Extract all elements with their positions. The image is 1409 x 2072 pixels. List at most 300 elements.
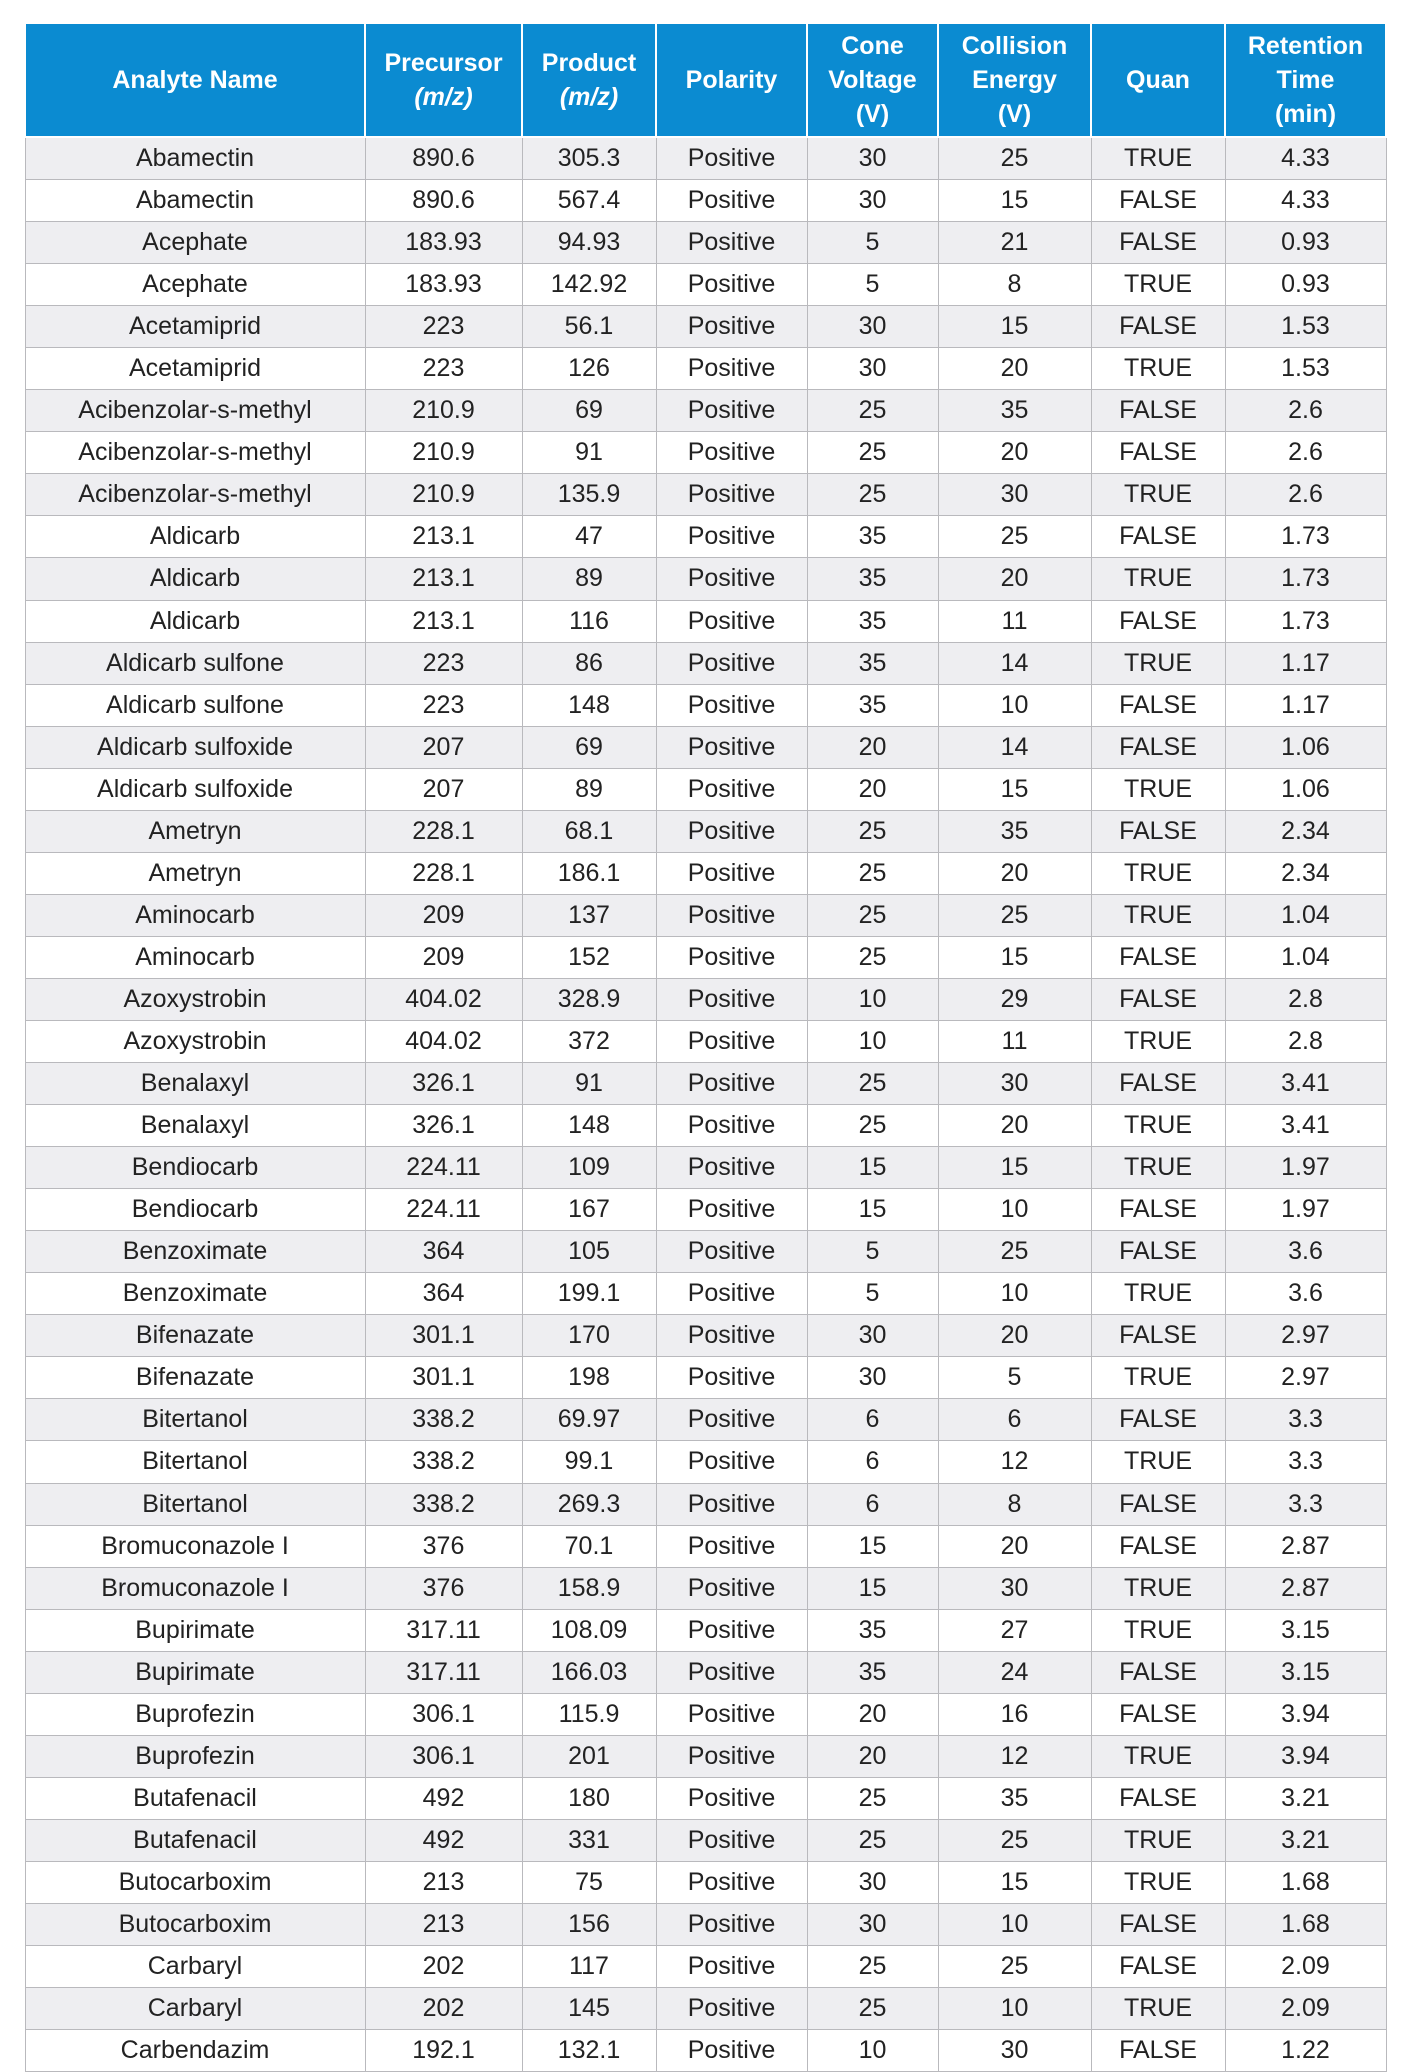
cell-precursor: 223 [365, 642, 522, 684]
table-row [25, 1441, 1386, 1483]
cell-retention-time: 2.97 [1225, 1357, 1386, 1399]
cell-cone-voltage: 15 [807, 1189, 938, 1231]
cell-quan: TRUE [1091, 558, 1225, 600]
cell-analyte-name: Butafenacil [25, 1819, 365, 1861]
cell-cone-voltage: 25 [807, 1946, 938, 1988]
cell-polarity: Positive [656, 1441, 807, 1483]
cell-retention-time: 2.6 [1225, 474, 1386, 516]
cell-product: 148 [522, 1105, 656, 1147]
cell-analyte-name: Ametryn [25, 852, 365, 894]
cell-analyte-name: Carbaryl [25, 1946, 365, 1988]
table-row [25, 474, 1386, 516]
cell-analyte-name: Carbaryl [25, 1988, 365, 2030]
cell-quan: TRUE [1091, 1441, 1225, 1483]
cell-precursor: 213.1 [365, 558, 522, 600]
cell-cone-voltage: 25 [807, 852, 938, 894]
cell-quan: FALSE [1091, 810, 1225, 852]
header-collision-line2: Energy [972, 66, 1057, 94]
cell-product: 156 [522, 1903, 656, 1945]
cell-cone-voltage: 10 [807, 1020, 938, 1062]
cell-retention-time: 2.34 [1225, 852, 1386, 894]
table-row [25, 1273, 1386, 1315]
cell-product: 137 [522, 894, 656, 936]
cell-collision-energy: 5 [938, 1357, 1091, 1399]
cell-polarity: Positive [656, 1020, 807, 1062]
cell-analyte-name: Acephate [25, 222, 365, 264]
cell-quan: FALSE [1091, 1189, 1225, 1231]
cell-polarity: Positive [656, 1231, 807, 1273]
cell-collision-energy: 6 [938, 1399, 1091, 1441]
cell-cone-voltage: 25 [807, 1819, 938, 1861]
cell-cone-voltage: 6 [807, 1483, 938, 1525]
cell-collision-energy: 8 [938, 264, 1091, 306]
cell-product: 170 [522, 1315, 656, 1357]
cell-collision-energy: 30 [938, 1063, 1091, 1105]
cell-polarity: Positive [656, 684, 807, 726]
cell-polarity: Positive [656, 1483, 807, 1525]
cell-cone-voltage: 20 [807, 1693, 938, 1735]
header-cone-line3: (V) [855, 100, 890, 128]
cell-quan: TRUE [1091, 1819, 1225, 1861]
table-row [25, 1651, 1386, 1693]
cell-product: 69 [522, 390, 656, 432]
table-row [25, 1147, 1386, 1189]
cell-precursor: 228.1 [365, 810, 522, 852]
table-row [25, 558, 1386, 600]
cell-cone-voltage: 30 [807, 1861, 938, 1903]
cell-cone-voltage: 25 [807, 474, 938, 516]
cell-precursor: 376 [365, 1567, 522, 1609]
cell-analyte-name: Aldicarb [25, 600, 365, 642]
cell-quan: TRUE [1091, 894, 1225, 936]
cell-polarity: Positive [656, 978, 807, 1020]
cell-precursor: 492 [365, 1777, 522, 1819]
cell-retention-time: 3.15 [1225, 1651, 1386, 1693]
cell-analyte-name: Aldicarb [25, 558, 365, 600]
cell-product: 56.1 [522, 306, 656, 348]
table-row [25, 600, 1386, 642]
cell-quan: FALSE [1091, 306, 1225, 348]
cell-retention-time: 1.17 [1225, 642, 1386, 684]
cell-cone-voltage: 35 [807, 684, 938, 726]
cell-collision-energy: 21 [938, 222, 1091, 264]
cell-retention-time: 1.73 [1225, 558, 1386, 600]
cell-precursor: 209 [365, 936, 522, 978]
cell-cone-voltage: 10 [807, 978, 938, 1020]
cell-cone-voltage: 25 [807, 390, 938, 432]
table-row [25, 1693, 1386, 1735]
table-row [25, 1231, 1386, 1273]
cell-product: 269.3 [522, 1483, 656, 1525]
header-retention-line3: (min) [1274, 100, 1337, 128]
cell-retention-time: 1.68 [1225, 1903, 1386, 1945]
cell-analyte-name: Butocarboxim [25, 1861, 365, 1903]
cell-quan: TRUE [1091, 1988, 1225, 2030]
cell-precursor: 210.9 [365, 474, 522, 516]
cell-product: 135.9 [522, 474, 656, 516]
cell-retention-time: 1.04 [1225, 936, 1386, 978]
cell-quan: TRUE [1091, 1105, 1225, 1147]
cell-product: 91 [522, 432, 656, 474]
cell-collision-energy: 14 [938, 726, 1091, 768]
cell-product: 94.93 [522, 222, 656, 264]
cell-polarity: Positive [656, 1819, 807, 1861]
cell-retention-time: 2.87 [1225, 1567, 1386, 1609]
cell-cone-voltage: 35 [807, 516, 938, 558]
cell-collision-energy: 25 [938, 894, 1091, 936]
cell-polarity: Positive [656, 1399, 807, 1441]
cell-analyte-name: Butocarboxim [25, 1903, 365, 1945]
cell-retention-time: 1.06 [1225, 768, 1386, 810]
cell-analyte-name: Bromuconazole I [25, 1525, 365, 1567]
header-polarity-label: Polarity [685, 66, 778, 94]
cell-cone-voltage: 30 [807, 180, 938, 222]
cell-cone-voltage: 35 [807, 642, 938, 684]
cell-retention-time: 2.8 [1225, 978, 1386, 1020]
cell-quan: FALSE [1091, 1903, 1225, 1945]
cell-polarity: Positive [656, 390, 807, 432]
cell-precursor: 228.1 [365, 852, 522, 894]
header-product [522, 23, 656, 137]
cell-collision-energy: 20 [938, 348, 1091, 390]
cell-precursor: 223 [365, 348, 522, 390]
cell-cone-voltage: 30 [807, 306, 938, 348]
cell-precursor: 183.93 [365, 222, 522, 264]
cell-product: 86 [522, 642, 656, 684]
cell-quan: TRUE [1091, 137, 1225, 180]
cell-cone-voltage: 25 [807, 1105, 938, 1147]
header-cone-voltage [807, 23, 938, 137]
cell-cone-voltage: 35 [807, 1651, 938, 1693]
cell-quan: TRUE [1091, 1735, 1225, 1777]
cell-collision-energy: 12 [938, 1735, 1091, 1777]
cell-collision-energy: 25 [938, 1819, 1091, 1861]
cell-polarity: Positive [656, 558, 807, 600]
cell-retention-time: 1.97 [1225, 1147, 1386, 1189]
cell-polarity: Positive [656, 894, 807, 936]
cell-product: 167 [522, 1189, 656, 1231]
header-product-label: Product [541, 49, 637, 77]
cell-cone-voltage: 25 [807, 1988, 938, 2030]
cell-polarity: Positive [656, 2030, 807, 2072]
cell-analyte-name: Aldicarb sulfoxide [25, 768, 365, 810]
cell-quan: FALSE [1091, 2030, 1225, 2072]
cell-collision-energy: 25 [938, 1231, 1091, 1273]
cell-polarity: Positive [656, 1946, 807, 1988]
cell-retention-time: 2.34 [1225, 810, 1386, 852]
cell-analyte-name: Benalaxyl [25, 1063, 365, 1105]
cell-retention-time: 3.21 [1225, 1819, 1386, 1861]
cell-product: 68.1 [522, 810, 656, 852]
cell-analyte-name: Bifenazate [25, 1357, 365, 1399]
cell-collision-energy: 24 [938, 1651, 1091, 1693]
cell-analyte-name: Benzoximate [25, 1231, 365, 1273]
cell-analyte-name: Aldicarb sulfone [25, 642, 365, 684]
cell-polarity: Positive [656, 516, 807, 558]
cell-product: 109 [522, 1147, 656, 1189]
cell-precursor: 183.93 [365, 264, 522, 306]
cell-retention-time: 1.53 [1225, 348, 1386, 390]
cell-polarity: Positive [656, 1273, 807, 1315]
cell-analyte-name: Bifenazate [25, 1315, 365, 1357]
cell-product: 372 [522, 1020, 656, 1062]
cell-cone-voltage: 25 [807, 1063, 938, 1105]
table-row [25, 1903, 1386, 1945]
table-row [25, 516, 1386, 558]
cell-product: 69 [522, 726, 656, 768]
table-body [25, 137, 1386, 2072]
cell-precursor: 364 [365, 1231, 522, 1273]
cell-analyte-name: Acetamiprid [25, 306, 365, 348]
cell-quan: FALSE [1091, 600, 1225, 642]
cell-collision-energy: 14 [938, 642, 1091, 684]
cell-cone-voltage: 15 [807, 1525, 938, 1567]
header-analyte-name [25, 23, 365, 137]
table-row [25, 1861, 1386, 1903]
cell-precursor: 338.2 [365, 1399, 522, 1441]
cell-precursor: 404.02 [365, 978, 522, 1020]
cell-cone-voltage: 30 [807, 348, 938, 390]
cell-retention-time: 3.6 [1225, 1231, 1386, 1273]
cell-polarity: Positive [656, 1988, 807, 2030]
cell-analyte-name: Acetamiprid [25, 348, 365, 390]
cell-quan: FALSE [1091, 684, 1225, 726]
cell-precursor: 209 [365, 894, 522, 936]
cell-analyte-name: Bitertanol [25, 1441, 365, 1483]
cell-quan: FALSE [1091, 1651, 1225, 1693]
cell-analyte-name: Acibenzolar-s-methyl [25, 390, 365, 432]
table-row [25, 1735, 1386, 1777]
cell-collision-energy: 10 [938, 1903, 1091, 1945]
table-row [25, 222, 1386, 264]
cell-polarity: Positive [656, 1903, 807, 1945]
table-row [25, 1063, 1386, 1105]
table-row [25, 1105, 1386, 1147]
cell-cone-voltage: 10 [807, 2030, 938, 2072]
cell-quan: TRUE [1091, 474, 1225, 516]
cell-product: 166.03 [522, 1651, 656, 1693]
cell-cone-voltage: 25 [807, 1777, 938, 1819]
cell-polarity: Positive [656, 1147, 807, 1189]
cell-polarity: Positive [656, 1735, 807, 1777]
cell-retention-time: 1.68 [1225, 1861, 1386, 1903]
cell-analyte-name: Bromuconazole I [25, 1567, 365, 1609]
cell-precursor: 224.11 [365, 1189, 522, 1231]
cell-quan: TRUE [1091, 1273, 1225, 1315]
cell-cone-voltage: 15 [807, 1147, 938, 1189]
cell-polarity: Positive [656, 1861, 807, 1903]
cell-quan: TRUE [1091, 348, 1225, 390]
cell-product: 69.97 [522, 1399, 656, 1441]
header-collision-line3: (V) [997, 100, 1032, 128]
cell-retention-time: 2.6 [1225, 390, 1386, 432]
cell-polarity: Positive [656, 180, 807, 222]
cell-analyte-name: Benzoximate [25, 1273, 365, 1315]
cell-precursor: 213 [365, 1861, 522, 1903]
cell-quan: FALSE [1091, 1063, 1225, 1105]
cell-product: 117 [522, 1946, 656, 1988]
cell-analyte-name: Azoxystrobin [25, 1020, 365, 1062]
cell-retention-time: 2.8 [1225, 1020, 1386, 1062]
cell-polarity: Positive [656, 432, 807, 474]
cell-collision-energy: 15 [938, 1147, 1091, 1189]
cell-collision-energy: 11 [938, 600, 1091, 642]
cell-collision-energy: 35 [938, 810, 1091, 852]
cell-retention-time: 3.3 [1225, 1441, 1386, 1483]
cell-cone-voltage: 5 [807, 1273, 938, 1315]
cell-cone-voltage: 6 [807, 1399, 938, 1441]
cell-collision-energy: 35 [938, 1777, 1091, 1819]
cell-precursor: 192.1 [365, 2030, 522, 2072]
cell-retention-time: 1.53 [1225, 306, 1386, 348]
table-row [25, 1315, 1386, 1357]
cell-retention-time: 1.73 [1225, 600, 1386, 642]
cell-retention-time: 4.33 [1225, 137, 1386, 180]
cell-cone-voltage: 20 [807, 768, 938, 810]
cell-quan: FALSE [1091, 516, 1225, 558]
cell-analyte-name: Buprofezin [25, 1735, 365, 1777]
cell-precursor: 404.02 [365, 1020, 522, 1062]
table-row [25, 1525, 1386, 1567]
cell-collision-energy: 35 [938, 390, 1091, 432]
table-row [25, 1609, 1386, 1651]
header-row [25, 23, 1386, 137]
cell-polarity: Positive [656, 1693, 807, 1735]
cell-product: 180 [522, 1777, 656, 1819]
cell-precursor: 338.2 [365, 1441, 522, 1483]
cell-polarity: Positive [656, 1651, 807, 1693]
table-row [25, 390, 1386, 432]
table-row [25, 642, 1386, 684]
cell-quan: TRUE [1091, 1567, 1225, 1609]
cell-retention-time: 1.22 [1225, 2030, 1386, 2072]
table-row [25, 978, 1386, 1020]
cell-product: 126 [522, 348, 656, 390]
cell-precursor: 301.1 [365, 1357, 522, 1399]
cell-collision-energy: 10 [938, 1189, 1091, 1231]
cell-quan: TRUE [1091, 1357, 1225, 1399]
table-row [25, 810, 1386, 852]
cell-polarity: Positive [656, 1189, 807, 1231]
table-row [25, 1483, 1386, 1525]
table-row [25, 1399, 1386, 1441]
cell-polarity: Positive [656, 1063, 807, 1105]
cell-retention-time: 3.15 [1225, 1609, 1386, 1651]
cell-retention-time: 3.94 [1225, 1693, 1386, 1735]
cell-precursor: 210.9 [365, 390, 522, 432]
cell-product: 305.3 [522, 137, 656, 180]
cell-precursor: 223 [365, 684, 522, 726]
cell-quan: FALSE [1091, 180, 1225, 222]
cell-polarity: Positive [656, 642, 807, 684]
cell-polarity: Positive [656, 137, 807, 180]
cell-product: 148 [522, 684, 656, 726]
cell-cone-voltage: 30 [807, 137, 938, 180]
cell-retention-time: 1.97 [1225, 1189, 1386, 1231]
cell-cone-voltage: 30 [807, 1903, 938, 1945]
cell-precursor: 223 [365, 306, 522, 348]
cell-retention-time: 3.6 [1225, 1273, 1386, 1315]
cell-quan: FALSE [1091, 936, 1225, 978]
cell-collision-energy: 25 [938, 137, 1091, 180]
cell-product: 91 [522, 1063, 656, 1105]
cell-precursor: 207 [365, 726, 522, 768]
cell-quan: TRUE [1091, 1861, 1225, 1903]
table-row [25, 2030, 1386, 2072]
cell-retention-time: 2.6 [1225, 432, 1386, 474]
cell-product: 105 [522, 1231, 656, 1273]
cell-precursor: 326.1 [365, 1063, 522, 1105]
cell-precursor: 890.6 [365, 180, 522, 222]
header-retention-time [1225, 23, 1386, 137]
cell-product: 89 [522, 558, 656, 600]
cell-collision-energy: 30 [938, 2030, 1091, 2072]
cell-analyte-name: Benalaxyl [25, 1105, 365, 1147]
header-retention-line2: Time [1276, 66, 1335, 94]
header-quan-label: Quan [1126, 66, 1190, 94]
cell-product: 75 [522, 1861, 656, 1903]
cell-quan: TRUE [1091, 852, 1225, 894]
cell-quan: FALSE [1091, 1777, 1225, 1819]
cell-cone-voltage: 30 [807, 1315, 938, 1357]
table-row [25, 1819, 1386, 1861]
cell-product: 328.9 [522, 978, 656, 1020]
cell-polarity: Positive [656, 474, 807, 516]
cell-retention-time: 3.21 [1225, 1777, 1386, 1819]
cell-retention-time: 4.33 [1225, 180, 1386, 222]
cell-quan: TRUE [1091, 1020, 1225, 1062]
cell-precursor: 202 [365, 1988, 522, 2030]
cell-precursor: 492 [365, 1819, 522, 1861]
cell-cone-voltage: 5 [807, 1231, 938, 1273]
cell-collision-energy: 8 [938, 1483, 1091, 1525]
cell-product: 89 [522, 768, 656, 810]
cell-cone-voltage: 35 [807, 1609, 938, 1651]
cell-product: 152 [522, 936, 656, 978]
cell-product: 116 [522, 600, 656, 642]
header-polarity [656, 23, 807, 137]
cell-collision-energy: 11 [938, 1020, 1091, 1062]
cell-cone-voltage: 30 [807, 1357, 938, 1399]
header-retention-line1: Retention [1247, 32, 1364, 60]
cell-analyte-name: Aldicarb [25, 516, 365, 558]
header-analyte-label: Analyte Name [112, 66, 278, 94]
cell-collision-energy: 12 [938, 1441, 1091, 1483]
cell-retention-time: 0.93 [1225, 264, 1386, 306]
cell-precursor: 890.6 [365, 137, 522, 180]
header-precursor [365, 23, 522, 137]
cell-collision-energy: 25 [938, 1946, 1091, 1988]
cell-quan: FALSE [1091, 390, 1225, 432]
cell-analyte-name: Buprofezin [25, 1693, 365, 1735]
table-row [25, 1189, 1386, 1231]
cell-precursor: 376 [365, 1525, 522, 1567]
cell-polarity: Positive [656, 600, 807, 642]
table-header [25, 23, 1386, 137]
table-row [25, 768, 1386, 810]
cell-product: 567.4 [522, 180, 656, 222]
cell-retention-time: 1.73 [1225, 516, 1386, 558]
cell-cone-voltage: 5 [807, 222, 938, 264]
cell-precursor: 210.9 [365, 432, 522, 474]
cell-polarity: Positive [656, 726, 807, 768]
cell-collision-energy: 25 [938, 516, 1091, 558]
cell-analyte-name: Bendiocarb [25, 1147, 365, 1189]
cell-retention-time: 1.06 [1225, 726, 1386, 768]
cell-product: 142.92 [522, 264, 656, 306]
cell-quan: TRUE [1091, 1147, 1225, 1189]
cell-collision-energy: 15 [938, 936, 1091, 978]
